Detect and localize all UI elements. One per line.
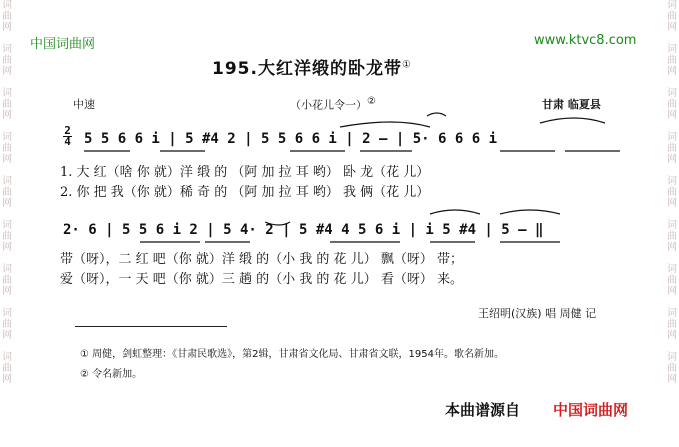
slur-mark bbox=[500, 210, 560, 214]
notation-line-1: 5 5 6 6 i | 5 #4 2 | 5 5 6 6 i | 2 – | 5· 6 6 6 i bbox=[84, 131, 498, 147]
title-footnote-mark: ① bbox=[401, 59, 412, 71]
slur-mark bbox=[540, 118, 605, 123]
footnote-2: ② 令名新加。 bbox=[80, 369, 143, 380]
alias-footnote-mark: ② bbox=[367, 96, 376, 107]
song-title-text: 195.大红洋缎的卧龙带 bbox=[212, 59, 402, 79]
song-alias-text: （小花儿令一） bbox=[290, 98, 367, 112]
performer-credit: 王绍明(汉族) 唱 周健 记 bbox=[478, 307, 597, 320]
source-prefix: 本曲谱源自 bbox=[445, 401, 521, 419]
lyrics-line-2-verse-2: 爱（呀），一 天 吧（你 就）三 趟 的（小 我 的 花 儿） 看（呀） 来。 bbox=[60, 272, 463, 287]
song-region: 甘肃 临夏县 bbox=[542, 98, 601, 111]
slur-mark bbox=[265, 222, 290, 225]
watermark-right: 词 曲 网 词 曲 网 词 曲 网 词 曲 网 词 曲 网 词 曲 网 词 曲 网 词 曲 网 词 曲 网 bbox=[667, 0, 677, 385]
slur-mark bbox=[340, 122, 430, 127]
notation-line-2: 2· 6 | 5 5 6 i 2 | 5 4· 2 | 5 #4 4 5 6 i | i 5 #4 | 5 – ‖ bbox=[63, 222, 544, 238]
footnote-1: ① 周健，剑虹整理：《甘肃民歌选》，第2辑，甘肃省文化局、甘肃省文联，1954年。歌名新加。 bbox=[80, 349, 504, 360]
site-url-top-right: www.ktvc8.com bbox=[534, 33, 637, 48]
lyrics-line-2-verse-1: 带（呀），二 红 吧（你 就）洋 缎 的（小 我 的 花 儿） 飘（呀） 带； bbox=[60, 252, 463, 267]
site-name-top-left: 中国词曲网 bbox=[30, 37, 96, 52]
lyrics-line-1-verse-2: 2. 你 把 我（你 就）稀 奇 的 （阿 加 拉 耳 哟） 我 俩（花 儿） bbox=[60, 185, 430, 200]
tempo-marking: 中速 bbox=[73, 98, 95, 111]
footnote-divider bbox=[75, 326, 227, 327]
slur-mark bbox=[430, 210, 480, 214]
time-signature-top: 2 bbox=[64, 124, 71, 137]
fermata-mark bbox=[427, 113, 446, 116]
watermark-left: 词 曲 网 词 曲 网 词 曲 网 词 曲 网 词 曲 网 词 曲 网 词 曲 网 词 曲 网 词 曲 网 bbox=[2, 0, 12, 385]
time-signature-bottom: 4 bbox=[64, 135, 71, 148]
source-site: 中国词曲网 bbox=[553, 401, 629, 419]
lyrics-line-1-verse-1: 1. 大 红（啥 你 就）洋 缎 的 （阿 加 拉 耳 哟） 卧 龙（花 儿） bbox=[60, 165, 430, 180]
